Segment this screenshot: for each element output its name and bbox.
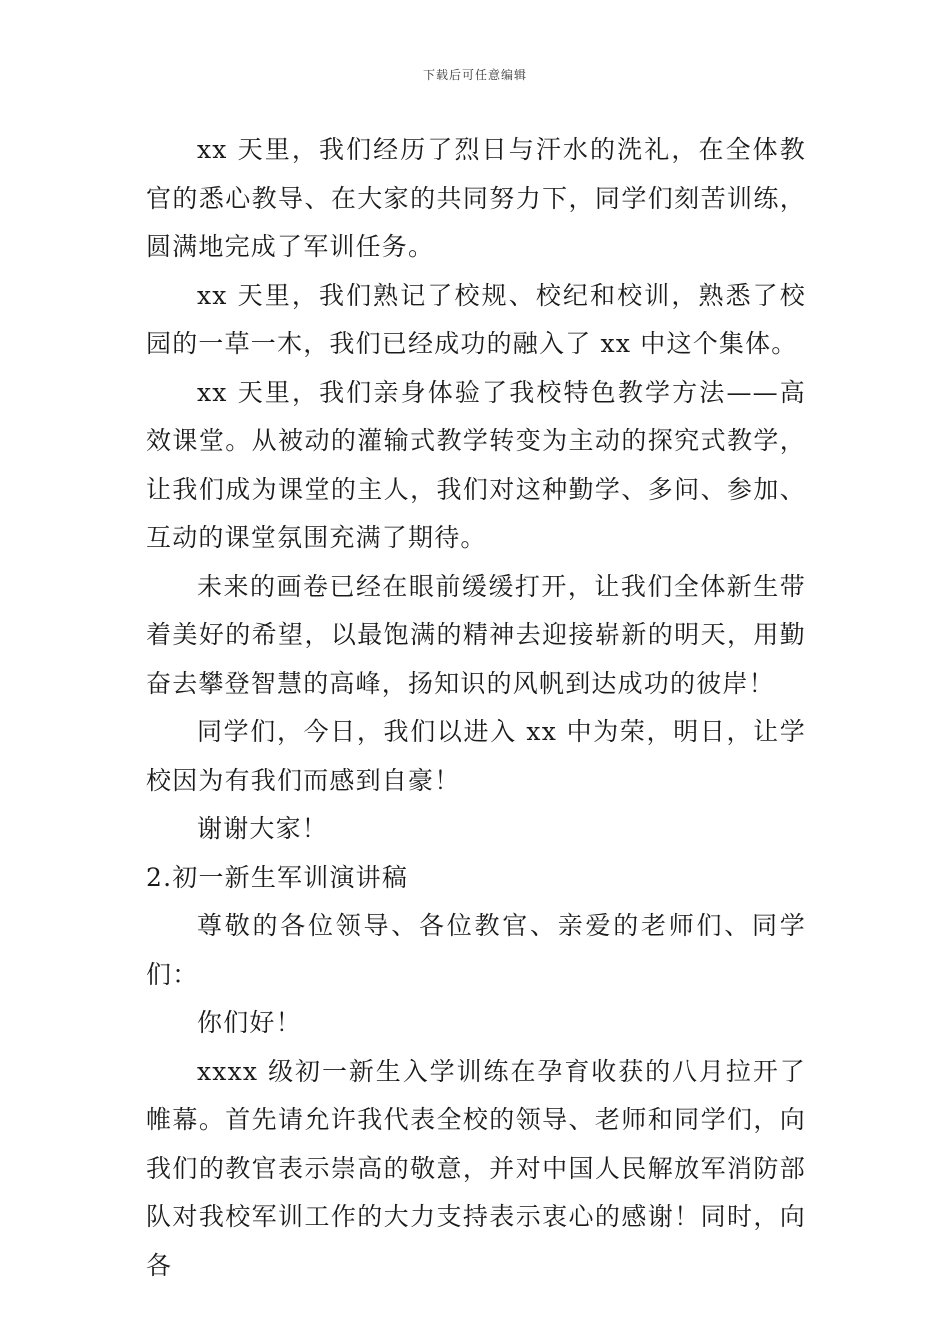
paragraph: 未来的画卷已经在眼前缓缓打开，让我们全体新生带着美好的希望，以最饱满的精神去迎接崭新的明天，用勤奋去攀登智慧的高峰，扬知识的风帆到达成功的彼岸！ [146, 571, 806, 698]
greeting: 你们好！ [197, 1008, 302, 1037]
page-header-note: 下载后可任意编辑 [422, 68, 527, 82]
paragraph: 谢谢大家！ [197, 814, 329, 843]
paragraph: xx 天里，我们亲身体验了我校特色教学方法——高效课堂。从被动的灌输式教学转变为主动的探究式教学，让我们成为课堂的主人，我们对这种勤学、多问、参加、互动的课堂氛围充满了期待。 [146, 377, 806, 552]
paragraph: xxxx 级初一新生入学训练在孕育收获的八月拉开了帷幕。首先请允许我代表全校的领导、老师和同学们，向我们的教官表示崇高的敬意，并对中国人民解放军消防部队对我校军训工作的大力支持表示衷心的感谢！同时，向各 [146, 1056, 806, 1280]
document-body [146, 126, 806, 1290]
paragraph: xx 天里，我们熟记了校规、校纪和校训，熟悉了校园的一草一木，我们已经成功的融入了 xx 中这个集体。 [146, 280, 806, 358]
paragraph: xx 天里，我们经历了烈日与汗水的洗礼，在全体教官的悉心教导、在大家的共同努力下，同学们刻苦训练，圆满地完成了军训任务。 [146, 135, 806, 261]
salutation: 尊敬的各位领导、各位教官、亲爱的老师们、同学们： [146, 911, 806, 989]
paragraph: 同学们，今日，我们以进入 xx 中为荣，明日，让学校因为有我们而感到自豪！ [146, 717, 806, 795]
section-heading: 2.初一新生军训演讲稿 [146, 862, 409, 892]
